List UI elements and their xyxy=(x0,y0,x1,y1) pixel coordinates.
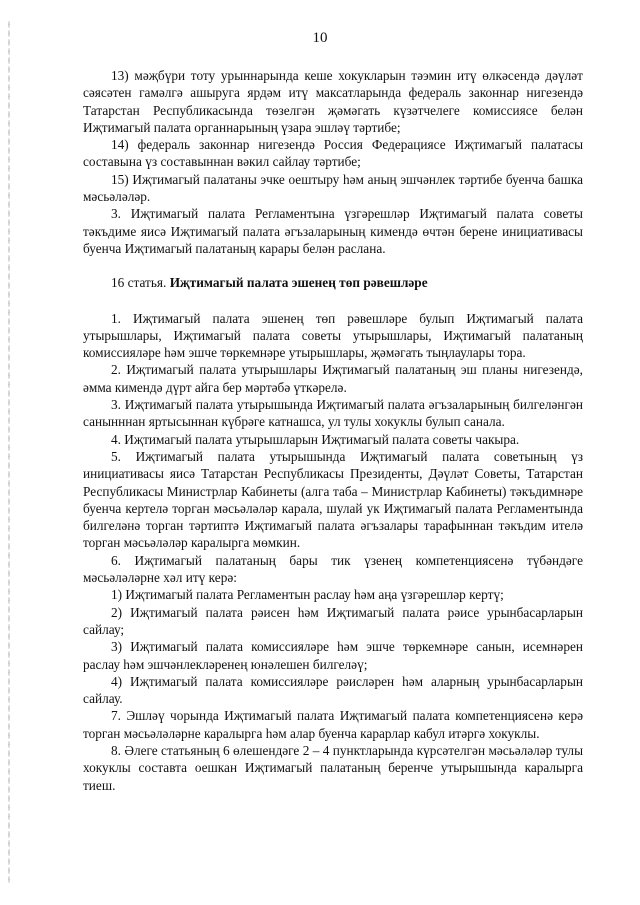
paragraph: 1. Иҗтимагый палата эшенең төп рәвешләре булып Иҗтимагый палата утырышлары, Иҗтимагый палата советы утырышлары, Иҗтимагый палатаның комиссияләре һәм эшче төркемнәре утырышлары, җәмәгать тыңлаулары тора. xyxy=(83,310,583,361)
article-title: Иҗтимагый палата эшенең төп рәвешләре xyxy=(169,275,428,291)
article-number: 16 статья. xyxy=(111,275,170,291)
list-item: 3) Иҗтимагый палата комиссияләре һәм эшче төркемнәре санын, исемнәрен раслау һәм эшчәнлекләренең юнәлешен билгеләү; xyxy=(83,639,583,672)
paragraph: 4. Иҗтимагый палата утырышларын Иҗтимагый палата советы чакыра. xyxy=(111,431,520,447)
paragraph: 6. Иҗтимагый палатаның бары тик үзенең компетенциясенә түбәндәге мәсьәләләрне хәл итү керә: xyxy=(83,552,583,586)
paragraph: 2. Иҗтимагый палата утырышлары Иҗтимагый палатаның эш планы нигезендә, әмма кимендә дүрт айга бер мәртәбә үткәрелә. xyxy=(83,362,583,395)
list-item: 15) Иҗтимагый палатаны эчке оештыру һәм аның эшчәнлек тәртибе буенча башка мәсьәләләр. xyxy=(83,171,583,205)
list-item: 13) мәҗбүри тоту урыннарында кеше хокукларын тәэмин итү өлкәсендә дәүләт сәясәтен гамәлгә ашыруга ярдәм итү максатларында федераль законнар нигезендә Татарстан Республикасында төзелгән җәмәгать күзәтчелеге комиссиясе белән Иҗтимагый палата органнарының үзара эшләү тәртибе; xyxy=(83,68,583,135)
list-item: 2) Иҗтимагый палата рәисен һәм Иҗтимагый палата рәисе урынбасарларын сайлау; xyxy=(83,604,583,637)
paragraph: 3. Иҗтимагый палата Регламентына үзгәрешләр Иҗтимагый палата советы тәкъдиме яисә Иҗтимагый палата әгъзаларының кимендә өчтән берене инициативасы буенча Иҗтимагый палатаның карары белән раслана. xyxy=(83,206,583,256)
article-heading xyxy=(83,274,583,291)
document-body xyxy=(83,67,583,794)
list-item: 1) Иҗтимагый палата Регламентын раслау һәм аңа үзгәрешләр кертү; xyxy=(111,587,504,603)
paragraph: 8. Әлеге статьяның 6 өлешендәге 2 – 4 пунктларында күрсәтелгән мәсьәләләр тулы хокуклы составта оешкан Иҗтимагый палатаның беренче утырышында каралырга тиеш. xyxy=(83,742,583,793)
page-number: 10 xyxy=(312,30,328,46)
list-item: 4) Иҗтимагый палата комиссияләре рәисләрен һәм аларның урынбасарларын сайлау. xyxy=(83,673,583,707)
list-item: 14) федераль законнар нигезендә Россия Федерациясе Иҗтимагый палатасы составына үз составыннан вәкил сайлау тәртибе; xyxy=(83,137,583,170)
scan-edge-artifact xyxy=(8,20,10,885)
paragraph: 3. Иҗтимагый палата утырышында Иҗтимагый палата әгъзаларының билгеләнгән санынннан яртысыннан күбрәге катнашса, ул тулы хокуклы булып санала. xyxy=(83,397,583,430)
paragraph: 7. Эшләү чорында Иҗтимагый палата Иҗтимагый палата компетенциясенә керә торган мәсьәләләрне каралырга һәм алар буенча карарлар кабул итәргә хокуклы. xyxy=(83,708,583,741)
paragraph: 5. Иҗтимагый палата утырышында Иҗтимагый палата советының үз инициативасы яисә Татарстан Республикасы Президенты, Дәүләт Советы, Татарстан Республикасы Министрлар Кабинеты (алга таба – Министрлар Кабинеты) тәкъдимнәре буенча кертелә торган мәсьәләләр карала, шулай ук Иҗтимагый палата Регламентында билгеләнә торган тәртиптә Иҗтимагый палата әгъзалары тарафыннан тәкъдим ителә торган мәсьәләләр каралырга мөмкин. xyxy=(83,448,583,551)
